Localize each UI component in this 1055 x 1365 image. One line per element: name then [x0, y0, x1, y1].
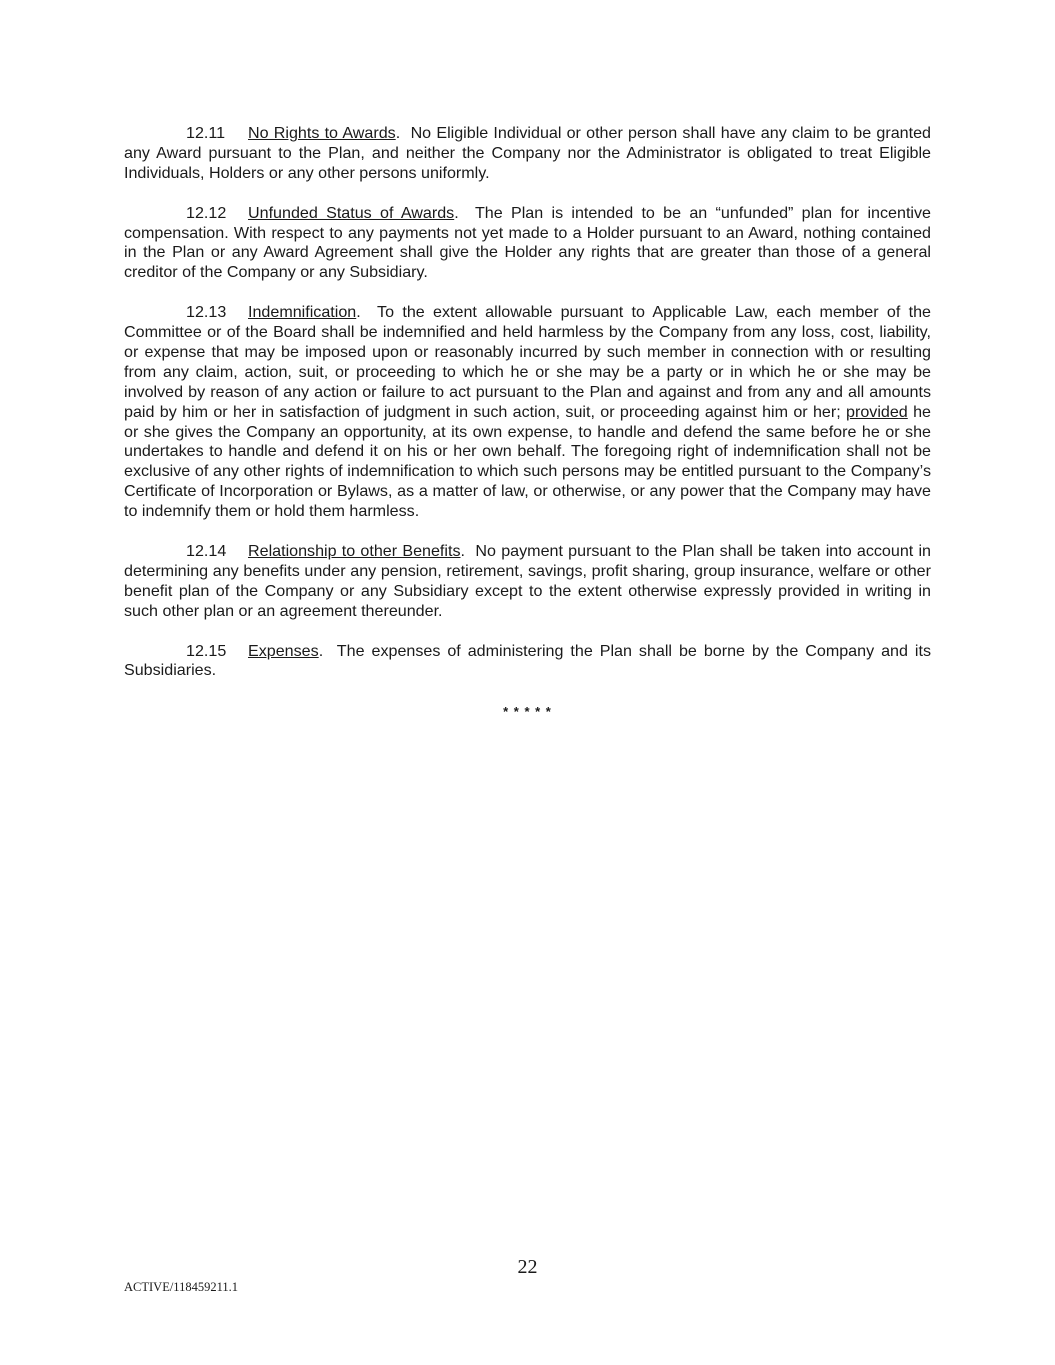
section-12-13: 12.13 Indemnification. To the extent allowable pursuant to Applicable Law, each member of the Committee or of the Board shall be indemnified and held harmless by the Company from any loss, cost, liability, or expense that may be imposed upon or reasonably incurred by such member in connection with or resulting from any claim, action, suit, or proceeding to which he or she may be a party or in which he or she may be involved by reason of any action or failure to act pursuant to the Plan and against and from any and all amounts paid by him or her in satisfaction of judgment in such action, suit, or proceeding against him or her; provided he or she gives the Company an opportunity, at its own expense, to handle and defend the same before he or she undertakes to handle and defend it on his or her own behalf. The foregoing right of indemnification shall not be exclusive of any other rights of indemnification to which such persons may be entitled pursuant to the Company’s Certificate of Incorporation or Bylaws, as a matter of law, or otherwise, or any power that the Company may have to indemnify them or hold them harmless.: [124, 303, 931, 521]
section-text: No Eligible Individual or other person shall have any claim to be granted any Award pursuant to the Plan, and neither the Company nor the Administrator is obligated to treat Eligible Individuals, Holders or any other persons uniformly.: [124, 124, 931, 182]
section-12-11: 12.11 No Rights to Awards. No Eligible Individual or other person shall have any claim to be granted any Award pursuant to the Plan, and neither the Company nor the Administrator is obligated to treat Eligible Individuals, Holders or any other persons uniformly.: [124, 124, 931, 182]
end-separator: * * * * *: [503, 704, 552, 719]
section-heading: No Rights to Awards: [248, 124, 396, 142]
section-12-12: 12.12 Unfunded Status of Awards. The Plan is intended to be an “unfunded” plan for incentive compensation. With respect to any payments not yet made to a Holder pursuant to an Award, nothing contained in the Plan or any Award Agreement shall give the Holder any rights that are greater than those of a general creditor of the Company or any Subsidiary.: [124, 203, 931, 282]
section-text: The expenses of administering the Plan shall be borne by the Company and its Subsidiaries.: [124, 641, 932, 680]
section-number: 12.13: [186, 303, 227, 322]
section-heading: Relationship to other Benefits: [248, 541, 461, 560]
section-number: 12.12: [186, 203, 227, 222]
section-text: The Plan is intended to be an “unfunded” plan for incentive compensation. With respect to any payments not yet made to a Holder pursuant to an Award, nothing contained in the Plan or any Award Agreement shall give the Holder any rights that are greater than those of a general creditor of the Company or any Subsidiary.: [124, 203, 931, 282]
section-12-14: 12.14 Relationship to other Benefits. No payment pursuant to the Plan shall be taken into account in determining any benefits under any pension, retirement, savings, profit sharing, group insurance, welfare or other benefit plan of the Company or any Subsidiary except to the extent otherwise expressly provided in writing in such other plan or an agreement thereunder.: [124, 541, 931, 620]
document-id: ACTIVE/118459211.1: [124, 1280, 238, 1294]
section-heading: Indemnification: [248, 303, 357, 322]
section-number: 12.14: [186, 541, 227, 560]
section-text-continued: he or she gives the Company an opportunity, at its own expense, to handle and defend the same before he or she undertakes to handle and defend it on his or her own behalf. The foregoing right of indemnification shall not be exclusive of any other rights of indemnification to which such persons may be entitled pursuant to the Company’s Certificate of Incorporation or Bylaws, as a matter of law, or otherwise, or any power that the Company may have to indemnify them or hold them harmless.: [124, 402, 931, 521]
page-number: 22: [517, 1256, 538, 1278]
section-heading: Expenses: [248, 641, 319, 660]
document-body: [124, 124, 931, 701]
section-number: 12.11: [186, 124, 226, 142]
section-heading: Unfunded Status of Awards: [248, 203, 455, 222]
section-number: 12.15: [186, 641, 227, 660]
provided-term: provided: [846, 402, 908, 421]
section-12-15: 12.15 Expenses. The expenses of administering the Plan shall be borne by the Company and its Subsidiaries.: [124, 641, 932, 680]
section-text: To the extent allowable pursuant to Applicable Law, each member of the Committee or of the Board shall be indemnified and held harmless by the Company from any loss, cost, liability, or expense that may be imposed upon or reasonably incurred by such member in connection with or resulting from any claim, action, suit, or proceeding to which he or she may be a party or in which he or she may be involved by reason of any action or failure to act pursuant to the Plan and against and from any and all amounts paid by him or her in satisfaction of judgment in such action, suit, or proceeding against him or her;: [124, 303, 931, 421]
section-text: No payment pursuant to the Plan shall be taken into account in determining any benefits under any pension, retirement, savings, profit sharing, group insurance, welfare or other benefit plan of the Company or any Subsidiary except to the extent otherwise expressly provided in writing in such other plan or an agreement thereunder.: [124, 541, 931, 620]
